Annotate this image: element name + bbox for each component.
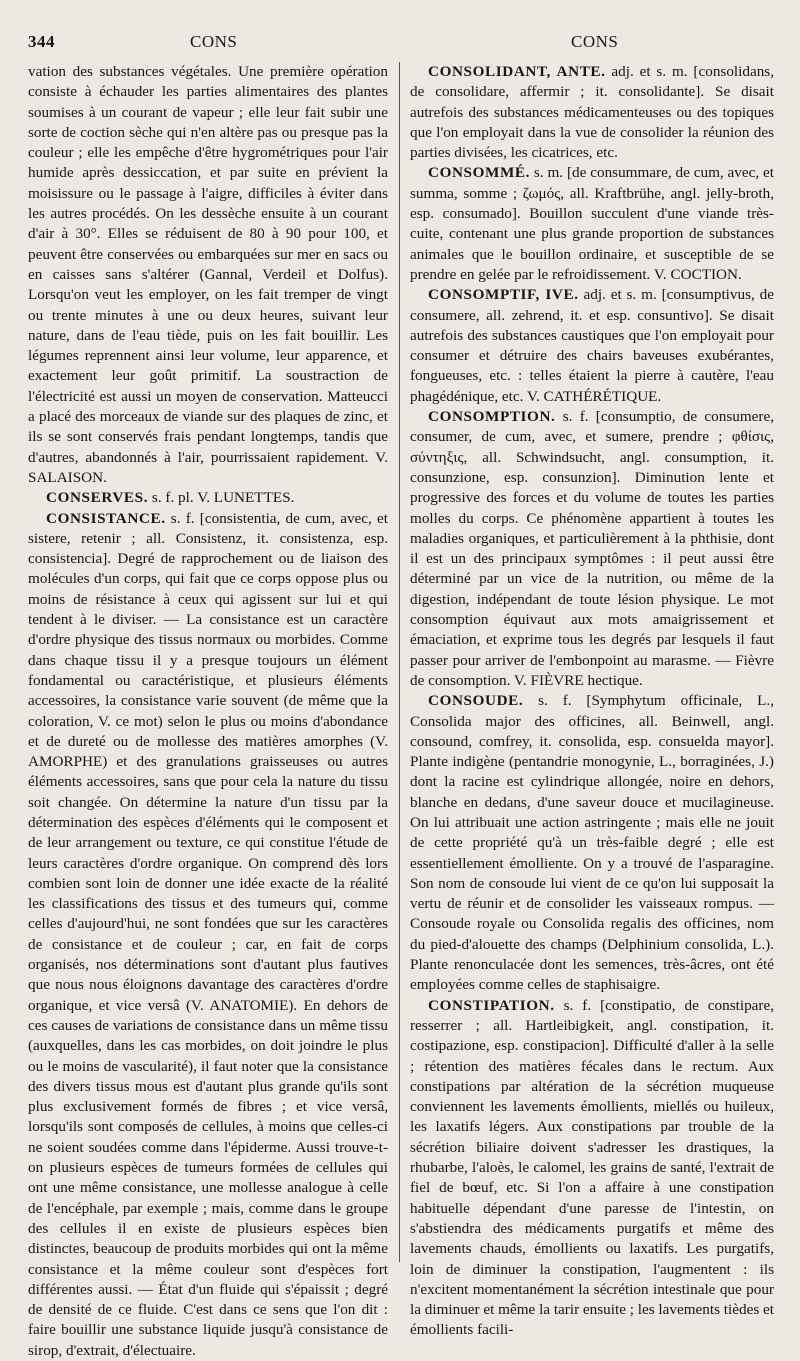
entry-text: adj. et s. m. [consumptivus, de consumere, all. zehrend, it. et esp. consuntivo]. Se disait autrefois des substances caustiques que l'on employait pour consumer et détruire des chairs baveuses exubérantes, fongueuses, etc. : telles étaient la pierre à cautère, l'eau phagédénique, etc. V. CATHÉRÉTIQUE. <box>410 286 774 405</box>
entry-consolidant <box>410 62 774 163</box>
page-number: 344 <box>28 32 55 51</box>
entry-consomptif <box>410 285 774 407</box>
entry-headword: CONSOUDE. <box>428 692 524 710</box>
running-headword-left: CONS <box>190 32 238 51</box>
entry-text: s. f. [consistentia, de cum, avec, et sistere, retenir ; all. Consistenz, it. consistenza, esp. consistencia]. Degré de rapprochement ou de liaison des molécules d'un corps, qui fait que ce corps oppose plus ou moins de résistance à ceux qui agissent sur lui et qui tendent à le diviser. — La consistance est un caractère d'ordre physique des tissus normaux ou morbides. Comme dans chaque tissu il y a presque toujours un élément fondamental ou caractéristique, et plusieurs éléments accessoires, la consistance varie souvent (de même que la coloration, V. ce mot) selon le plus ou moins d'abondance et de dureté ou de mollesse des matières amorphes (V. AMORPHE) et des granulations graisseuses ou autres éléments accessoires, sans que pour cela la nature du tissu soit changée. On détermine la nature d'un tissu par la détermination des espèces d'éléments qui le composent et de leur arrangement ou texture, ce qui constitue l'étude de leurs caractères d'ordre organique. On comprend dès lors combien sont loin de donner une idée exacte de la réalité les classifications des tissus et des tumeurs qui, comme celles d'aujourd'hui, ne sont fondées que sur les caractères de consistance et de couleur ; car, en fait de corps organisés, nos déterminations sont d'autant plus fautives que nous nous éloignons davantage des caractères d'ordre organique, et vice versâ (V. ANATOMIE). En dehors de ces causes de variations de consistance dans un même tissu (auxquelles, dans les cas morbides, on doit joindre le plus ou le moins de vascularité), il faut noter que la consistance des divers tissus mous est d'autant plus grande qu'ils sont plus exclusivement formés de fibres ; et vice versâ, lorsqu'ils sont composés de cellules, à moins que celles-ci ne soient soudées comme dans l'épiderme. Aussi trouve-t-on plusieurs espèces de tumeurs formées de cellules qui ont une même consistance, une mollesse analogue à celle de l'encéphale, par exemple ; mais, comme dans le groupe des cellules il en existe de plusieurs espèces bien distinctes, beaucoup de produits morbides qui ont la même consistance et la même couleur sont d'espèces fort différentes aussi. — État d'un fluide qui s'épaissit ; degré de densité de ce fluide. C'est dans ce sens que l'on dit : faire bouillir une substance liquide jusqu'à consistance de sirop, d'extrait, d'électuaire. <box>28 509 388 1359</box>
entry-headword: CONSOMMÉ. <box>428 164 531 182</box>
entry-text: s. f. [consumptio, de consumere, consumer, de cum, avec, et sumere, prendre ; φθίσις, σύντηξις, all. Schwindsucht, angl. consumption, it. consunzione, esp. consunzion]. Diminution lente et progressive des forces et du volume de toutes les parties molles du corps. Ce phénomène appartient à toutes les maladies organiques, et particulièrement à la phthisie, dont il est un des principaux symptômes : il peut aussi être déterminé par un vice de la nutrition, ou même de la digestion, indépendant de toute lésion physique. Le mot consomption équivaut aux mots amaigrissement et émaciation, et exprime tous les degrés par lesquels il faut passer pour arriver de l'embonpoint au marasme. — Fièvre de consomption. V. FIÈVRE hectique. <box>410 408 774 689</box>
left-column <box>28 62 388 1361</box>
entry-text: s. f. [constipatio, de constipare, resserrer ; all. Hartleibigkeit, angl. constipation, it. costipazione, esp. constipacion]. Difficulté d'aller à la selle ; rétention des matières fécales dans le rectum. Aux constipations par altération de la sécrétion muqueuse conviennent les lavements émollients, miellés ou huileux, les laxatifs légers. Aux constipations par trouble de la sécrétion biliaire doivent s'adresser les drastiques, la rhubarbe, l'aloès, le calomel, les grains de santé, l'extrait de fiel de bœuf, etc. Si l'on a affaire à une constipation habituelle dépendant d'une paresse de l'intestin, on s'abstiendra des médicaments purgatifs et même des lavements chauds, émollients ou laxatifs. Les purgatifs, loin de diminuer la constipation, l'augmentent : ils n'excitent momentanément la sécrétion intestinale que pour la diminuer et même la tarir ensuite ; les lavements tièdes et émollients facili- <box>410 996 775 1339</box>
right-column <box>410 62 774 1341</box>
entry-headword: CONSTIPATION. <box>428 996 555 1014</box>
entry-text: s. f. pl. V. LUNETTES. <box>151 489 295 507</box>
entry-text: s. f. [Symphytum officinale, L., Consolida major des officines, all. Beinwell, angl. consound, comfrey, it. consolida, esp. consuelda mayor]. Plante indigène (pentandrie monogynie, L., borraginées, J.) dont la racine est cylindrique allongée, noire en dehors, blanche en dedans, d'une saveur douce et mucilagineuse. On lui attribuait une action astringente ; mais elle ne jouit de cette propriété qu'à un très-faible degré ; elle est essentiellement émolliente. On y a trouvé de l'asparagine. Son nom de consoude lui vient de ce qu'on lui supposait la vertu de réunir et de consolider les vaisseaux rompus. — Consoude royale ou Consolida regalis des officines, nom du pied-d'alouette des champs (Delphinium consolida, L.). Plante renonculacée dont les semences, très-âcres, ont été employées comme celles de staphisaigre. <box>410 692 774 994</box>
entry-text: s. m. [de consummare, de cum, avec, et summa, somme ; ζωμός, all. Kraftbrühe, angl. jelly-broth, esp. consumado]. Bouillon succulent d'une viande très-cuite, contenant une plus grande proportion de substances animales que le bouillon ordinaire, et susceptible de se prendre en gelée par le refroidissement. V. COCTION. <box>410 164 775 283</box>
entry-consomme <box>410 163 774 285</box>
entry-constipation <box>410 996 774 1341</box>
entry-headword: CONSOMPTIF, IVE. <box>428 286 579 304</box>
running-headword-right: CONS <box>571 32 619 51</box>
entry-headword: CONSERVES. <box>46 489 149 507</box>
entry-text: vation des substances végétales. Une première opération consiste à échauder les parties alimentaires des plantes soumises à un courant de vapeur ; elle leur fait subir une sorte de coction sèche qui n'en altère pas ou presque pas la couleur ; elle les empêche d'être hygrométriques pour l'air humide après dessiccation, et par suite en prévient la moisissure ou le passage à l'aigre, difficiles à éviter dans les autres procédés. On les dessèche ensuite à un courant d'air à 30°. Elles se réduisent de 80 à 90 pour 100, et peuvent être conservées ou embarquées sur mer en sacs ou en caisses sans s'altérer (Gannal, Verdeil et Dolfus). Lorsqu'on veut les employer, on les fait tremper de vingt ou trente minutes à une ou deux heures, suivant leur nature, dans de l'eau tiède, puis on les fait bouillir. Les légumes reprennent ainsi leur volume, leur apparence, et exactement leur goût primitif. La soustraction de l'électricité est aussi un moyen de conservation. Matteucci a placé des morceaux de viande sur des plaques de zinc, et ils se sont conservés frais pendant longtemps, tandis que d'autres, abandonnés à l'air, pourrissaient rapidement. V. SALAISON. <box>28 63 388 486</box>
entry-continuation <box>28 62 388 488</box>
entry-consistance <box>28 509 388 1361</box>
entry-text: adj. et s. m. [consolidans, de consolidare, affermir ; it. consolidante]. Se disait autrefois des substances médicamenteuses ou des topiques que l'on employait dans la vue de consolider la réunion des parties divisées, les cicatrices, etc. <box>410 63 775 162</box>
entry-consoude <box>410 691 774 995</box>
entry-conserves <box>28 488 388 508</box>
entry-headword: CONSOMPTION. <box>428 408 556 426</box>
entry-headword: CONSISTANCE. <box>46 509 166 527</box>
column-divider <box>399 62 400 1262</box>
entry-headword: CONSOLIDANT, ANTE. <box>428 63 606 80</box>
entry-consomption <box>410 407 774 691</box>
running-head <box>0 32 800 56</box>
